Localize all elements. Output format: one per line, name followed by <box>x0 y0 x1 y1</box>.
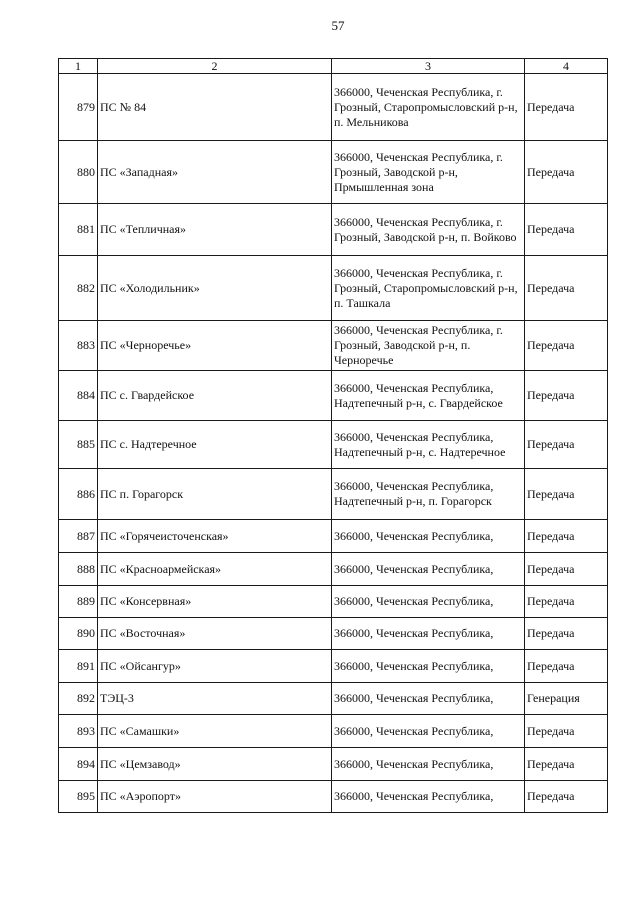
row-number: 890 <box>59 618 98 650</box>
row-number: 888 <box>59 553 98 586</box>
table-row <box>59 204 608 256</box>
object-address: 366000, Чеченская Республика, <box>332 748 525 781</box>
object-address: 366000, Чеченская Республика, г. Грозный, Заводской р-н, п. Черноречье <box>332 321 525 371</box>
object-address: 366000, Чеченская Республика, <box>332 618 525 650</box>
object-name: ПС п. Горагорск <box>98 469 332 520</box>
table-row <box>59 618 608 650</box>
object-address: 366000, Чеченская Республика, <box>332 553 525 586</box>
table-row <box>59 650 608 683</box>
object-address: 366000, Чеченская Республика, <box>332 715 525 748</box>
object-name: ПС «Черноречье» <box>98 321 332 371</box>
row-number: 885 <box>59 421 98 469</box>
table-row <box>59 586 608 618</box>
row-number: 894 <box>59 748 98 781</box>
object-name: ПС «Восточная» <box>98 618 332 650</box>
table-row <box>59 256 608 321</box>
table-header-row <box>59 59 608 74</box>
table-row <box>59 141 608 204</box>
object-address: 366000, Чеченская Республика, <box>332 650 525 683</box>
row-number: 879 <box>59 74 98 141</box>
object-address: 366000, Чеченская Республика, г. Грозный, Старопромысловский р-н, п. Мельникова <box>332 74 525 141</box>
object-name: ПС «Ойсангур» <box>98 650 332 683</box>
column-header: 1 <box>59 59 98 74</box>
object-name: ПС «Горячеисточенская» <box>98 520 332 553</box>
object-name: ПС «Красноармейская» <box>98 553 332 586</box>
object-type: Передача <box>525 618 608 650</box>
table-row <box>59 715 608 748</box>
row-number: 889 <box>59 586 98 618</box>
row-number: 887 <box>59 520 98 553</box>
object-type: Передача <box>525 469 608 520</box>
substation-table <box>58 58 608 813</box>
row-number: 884 <box>59 371 98 421</box>
object-type: Передача <box>525 520 608 553</box>
row-number: 881 <box>59 204 98 256</box>
table-row <box>59 520 608 553</box>
object-type: Передача <box>525 141 608 204</box>
object-type: Передача <box>525 650 608 683</box>
object-type: Передача <box>525 321 608 371</box>
object-name: ПС с. Гвардейское <box>98 371 332 421</box>
object-type: Передача <box>525 256 608 321</box>
object-name: ПС «Цемзавод» <box>98 748 332 781</box>
table-row <box>59 748 608 781</box>
object-type: Передача <box>525 781 608 813</box>
table-row <box>59 74 608 141</box>
object-type: Передача <box>525 371 608 421</box>
object-type: Передача <box>525 586 608 618</box>
object-name: ТЭЦ-3 <box>98 683 332 715</box>
object-type: Передача <box>525 204 608 256</box>
table-row <box>59 781 608 813</box>
page-number: 57 <box>331 18 345 33</box>
object-address: 366000, Чеченская Республика, г. Грозный, Заводской р-н, Прмышленная зона <box>332 141 525 204</box>
table-row <box>59 321 608 371</box>
row-number: 891 <box>59 650 98 683</box>
object-address: 366000, Чеченская Республика, Надтепечный р-н, с. Надтеречное <box>332 421 525 469</box>
table-row <box>59 421 608 469</box>
object-address: 366000, Чеченская Республика, <box>332 781 525 813</box>
object-name: ПС «Аэропорт» <box>98 781 332 813</box>
object-type: Передача <box>525 715 608 748</box>
column-header: 3 <box>332 59 525 74</box>
column-header: 2 <box>98 59 332 74</box>
row-number: 883 <box>59 321 98 371</box>
object-name: ПС «Западная» <box>98 141 332 204</box>
object-type: Передача <box>525 553 608 586</box>
object-type: Передача <box>525 748 608 781</box>
object-address: 366000, Чеченская Республика, г. Грозный, Заводской р-н, п. Войково <box>332 204 525 256</box>
object-address: 366000, Чеченская Республика, Надтепечный р-н, с. Гвардейское <box>332 371 525 421</box>
object-address: 366000, Чеченская Республика, <box>332 520 525 553</box>
object-name: ПС с. Надтеречное <box>98 421 332 469</box>
object-address: 366000, Чеченская Республика, <box>332 586 525 618</box>
object-name: ПС № 84 <box>98 74 332 141</box>
table-row <box>59 469 608 520</box>
row-number: 892 <box>59 683 98 715</box>
object-address: 366000, Чеченская Республика, г. Грозный, Старопромысловский р-н, п. Ташкала <box>332 256 525 321</box>
column-header: 4 <box>525 59 608 74</box>
object-address: 366000, Чеченская Республика, Надтепечный р-н, п. Горагорск <box>332 469 525 520</box>
row-number: 880 <box>59 141 98 204</box>
table-row <box>59 553 608 586</box>
table-row <box>59 371 608 421</box>
table-row <box>59 683 608 715</box>
row-number: 882 <box>59 256 98 321</box>
row-number: 893 <box>59 715 98 748</box>
row-number: 886 <box>59 469 98 520</box>
object-name: ПС «Консервная» <box>98 586 332 618</box>
object-name: ПС «Тепличная» <box>98 204 332 256</box>
object-type: Передача <box>525 74 608 141</box>
row-number: 895 <box>59 781 98 813</box>
object-name: ПС «Самашки» <box>98 715 332 748</box>
object-type: Передача <box>525 421 608 469</box>
object-type: Генерация <box>525 683 608 715</box>
object-address: 366000, Чеченская Республика, <box>332 683 525 715</box>
object-name: ПС «Холодильник» <box>98 256 332 321</box>
